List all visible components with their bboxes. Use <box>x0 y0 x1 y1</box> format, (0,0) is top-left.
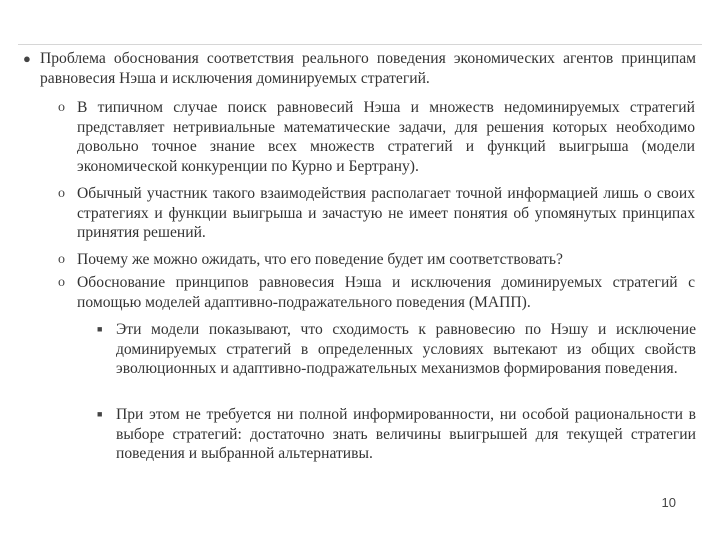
bullet-circle-icon: o <box>58 275 65 290</box>
sub-sub-point-2: При этом не требуется ни полной информированности, ни особой рациональности в выборе стратегий: достаточно знать величины выигрышей для текущей стратегии поведения и выбранной альтернативы. <box>116 406 696 462</box>
sub-sub-point-1: Эти модели показывают, что сходимость к равновесию по Нэшу и исключение доминируемых стратегий в определенных условиях вытекают из общих свойств эволюционных и адаптивно-подражательных механизмов формирования поведения. <box>116 321 696 377</box>
bullet-circle-icon: o <box>58 186 65 201</box>
main-point: Проблема обоснования соответствия реального поведения экономических агентов принципам равновесия Нэша и исключения доминируемых стратегий. <box>40 50 696 87</box>
bullet-square-icon: ■ <box>97 324 103 334</box>
sub-point-4: Обоснование принципов равновесия Нэша и исключения доминируемых стратегий с помощью моделей адаптивно-подражательного поведения (МАПП). <box>77 274 695 311</box>
top-divider <box>18 44 702 45</box>
sub-point-2: Обычный участник такого взаимодействия располагает точной информацией лишь о своих стратегиях и функции выигрыша и зачастую не имеет понятия об упомянутых принципах принятия решений. <box>77 185 695 241</box>
sub-point-3: Почему же можно ожидать, что его поведение будет им соответствовать? <box>77 251 563 268</box>
bullet-circle-icon: o <box>58 252 65 267</box>
bullet-circle-icon: o <box>58 100 65 115</box>
page-number: 10 <box>661 495 676 510</box>
sub-point-1: В типичном случае поиск равновесий Нэша и множеств недоминируемых стратегий представляет нетривиальные математические задачи, для решения которых необходимо довольно точное знание всех множеств стратегий и функций выигрыша (модели экономической конкуренции по Курно и Бертрану). <box>77 99 695 175</box>
bullet-square-icon: ■ <box>97 409 103 419</box>
bullet-dot-icon: ● <box>23 51 31 66</box>
